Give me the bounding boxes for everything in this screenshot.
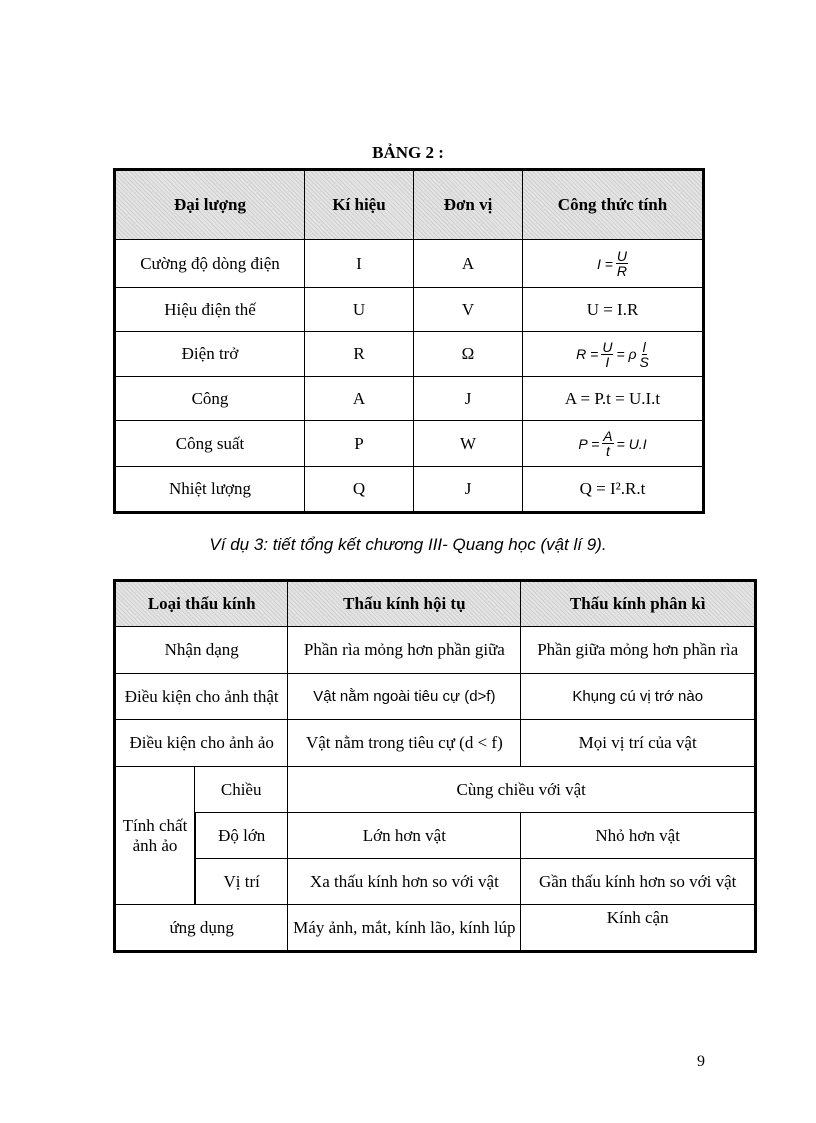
table-cell: U <box>305 288 414 332</box>
sub-row-label: Vị trí <box>195 859 288 905</box>
table2-header-cell: Công thức tính <box>523 170 703 240</box>
table-row <box>115 627 755 674</box>
row-label: ứng dụng <box>115 905 288 951</box>
formula: P = $\frac{A}{t}$ = U.I <box>578 428 647 459</box>
formula: I = $\frac{U}{R}$ <box>596 248 628 279</box>
row-label: Nhận dạng <box>115 627 288 674</box>
table-row <box>115 332 703 377</box>
table3-title: Ví dụ 3: tiết tổng kết chương III- Quang học (vật lí 9). <box>209 535 607 554</box>
table-cell: Lớn hơn vật <box>288 813 521 859</box>
table2-title: BẢNG 2 : <box>372 143 444 162</box>
table-cell: R <box>305 332 414 377</box>
table-cell: J <box>414 467 523 512</box>
table-cell: Q <box>305 467 414 512</box>
table-row <box>115 377 703 421</box>
formula-cell: Q = I².R.t <box>523 467 703 512</box>
table2 <box>113 168 705 514</box>
formula-cell <box>523 332 703 377</box>
table-cell: Cường độ dòng điện <box>115 240 305 288</box>
row-label: Điều kiện cho ảnh ảo <box>115 720 288 767</box>
formula-cell: U = I.R <box>523 288 703 332</box>
table-row <box>115 720 755 767</box>
sub-row-label: Độ lớn <box>195 813 288 859</box>
table-row <box>115 859 755 905</box>
table-cell: W <box>414 421 523 467</box>
table2-header-cell: Đơn vị <box>414 170 523 240</box>
table-cell: Công suất <box>115 421 305 467</box>
table-cell: Nhiệt lượng <box>115 467 305 512</box>
table3 <box>113 579 757 953</box>
table-cell: A <box>305 377 414 421</box>
row-label: Tính chất ảnh ảo <box>115 767 195 905</box>
table-cell: Máy ảnh, mắt, kính lão, kính lúp <box>288 905 521 951</box>
table-row <box>115 674 755 720</box>
table-cell: Khụng cú vị trớ nào <box>521 674 755 720</box>
formula-cell <box>523 421 703 467</box>
table-cell: Phần giữa mỏng hơn phần rìa <box>521 627 755 674</box>
sub-row-label: Chiều <box>195 767 288 813</box>
table-row <box>115 421 703 467</box>
table-cell: Phần rìa mỏng hơn phần giữa <box>288 627 521 674</box>
table-row <box>115 240 703 288</box>
formula-cell <box>523 240 703 288</box>
table-cell: Hiệu điện thế <box>115 288 305 332</box>
table-cell: P <box>305 421 414 467</box>
table2-header-cell: Kí hiệu <box>305 170 414 240</box>
table-cell: Vật nằm ngoài tiêu cự (d>f) <box>288 674 521 720</box>
table-row <box>115 467 703 512</box>
table-cell: Nhỏ hơn vật <box>521 813 755 859</box>
table-cell: Gần thấu kính hơn so với vật <box>521 859 755 905</box>
table-cell: Điện trở <box>115 332 305 377</box>
table3-header-cell: Loại thấu kính <box>115 581 288 627</box>
table-cell: I <box>305 240 414 288</box>
table-cell: Vật nằm trong tiêu cự (d < f) <box>288 720 521 767</box>
table-cell: J <box>414 377 523 421</box>
table-cell: A <box>414 240 523 288</box>
table-cell: V <box>414 288 523 332</box>
page-number: 9 <box>697 1053 705 1070</box>
table-cell: Xa thấu kính hơn so với vật <box>288 859 521 905</box>
table3-header-cell: Thấu kính phân kì <box>521 581 755 627</box>
table2-header-cell: Đại lượng <box>115 170 305 240</box>
table-row <box>115 905 755 951</box>
table-cell: Công <box>115 377 305 421</box>
table-cell: Ω <box>414 332 523 377</box>
table-cell: Cùng chiều với vật <box>288 767 755 813</box>
row-label: Điều kiện cho ảnh thật <box>115 674 288 720</box>
table-row <box>115 288 703 332</box>
formula-cell: A = P.t = U.I.t <box>523 377 703 421</box>
table-row <box>115 767 755 813</box>
table-cell: Mọi vị trí của vật <box>521 720 755 767</box>
table-row <box>115 813 755 859</box>
table3-header-cell: Thấu kính hội tụ <box>288 581 521 627</box>
table-cell: Kính cận <box>521 905 755 951</box>
formula: R = $\frac{U}{I}$ = ρ $\frac{l}{S}$ <box>576 338 649 370</box>
